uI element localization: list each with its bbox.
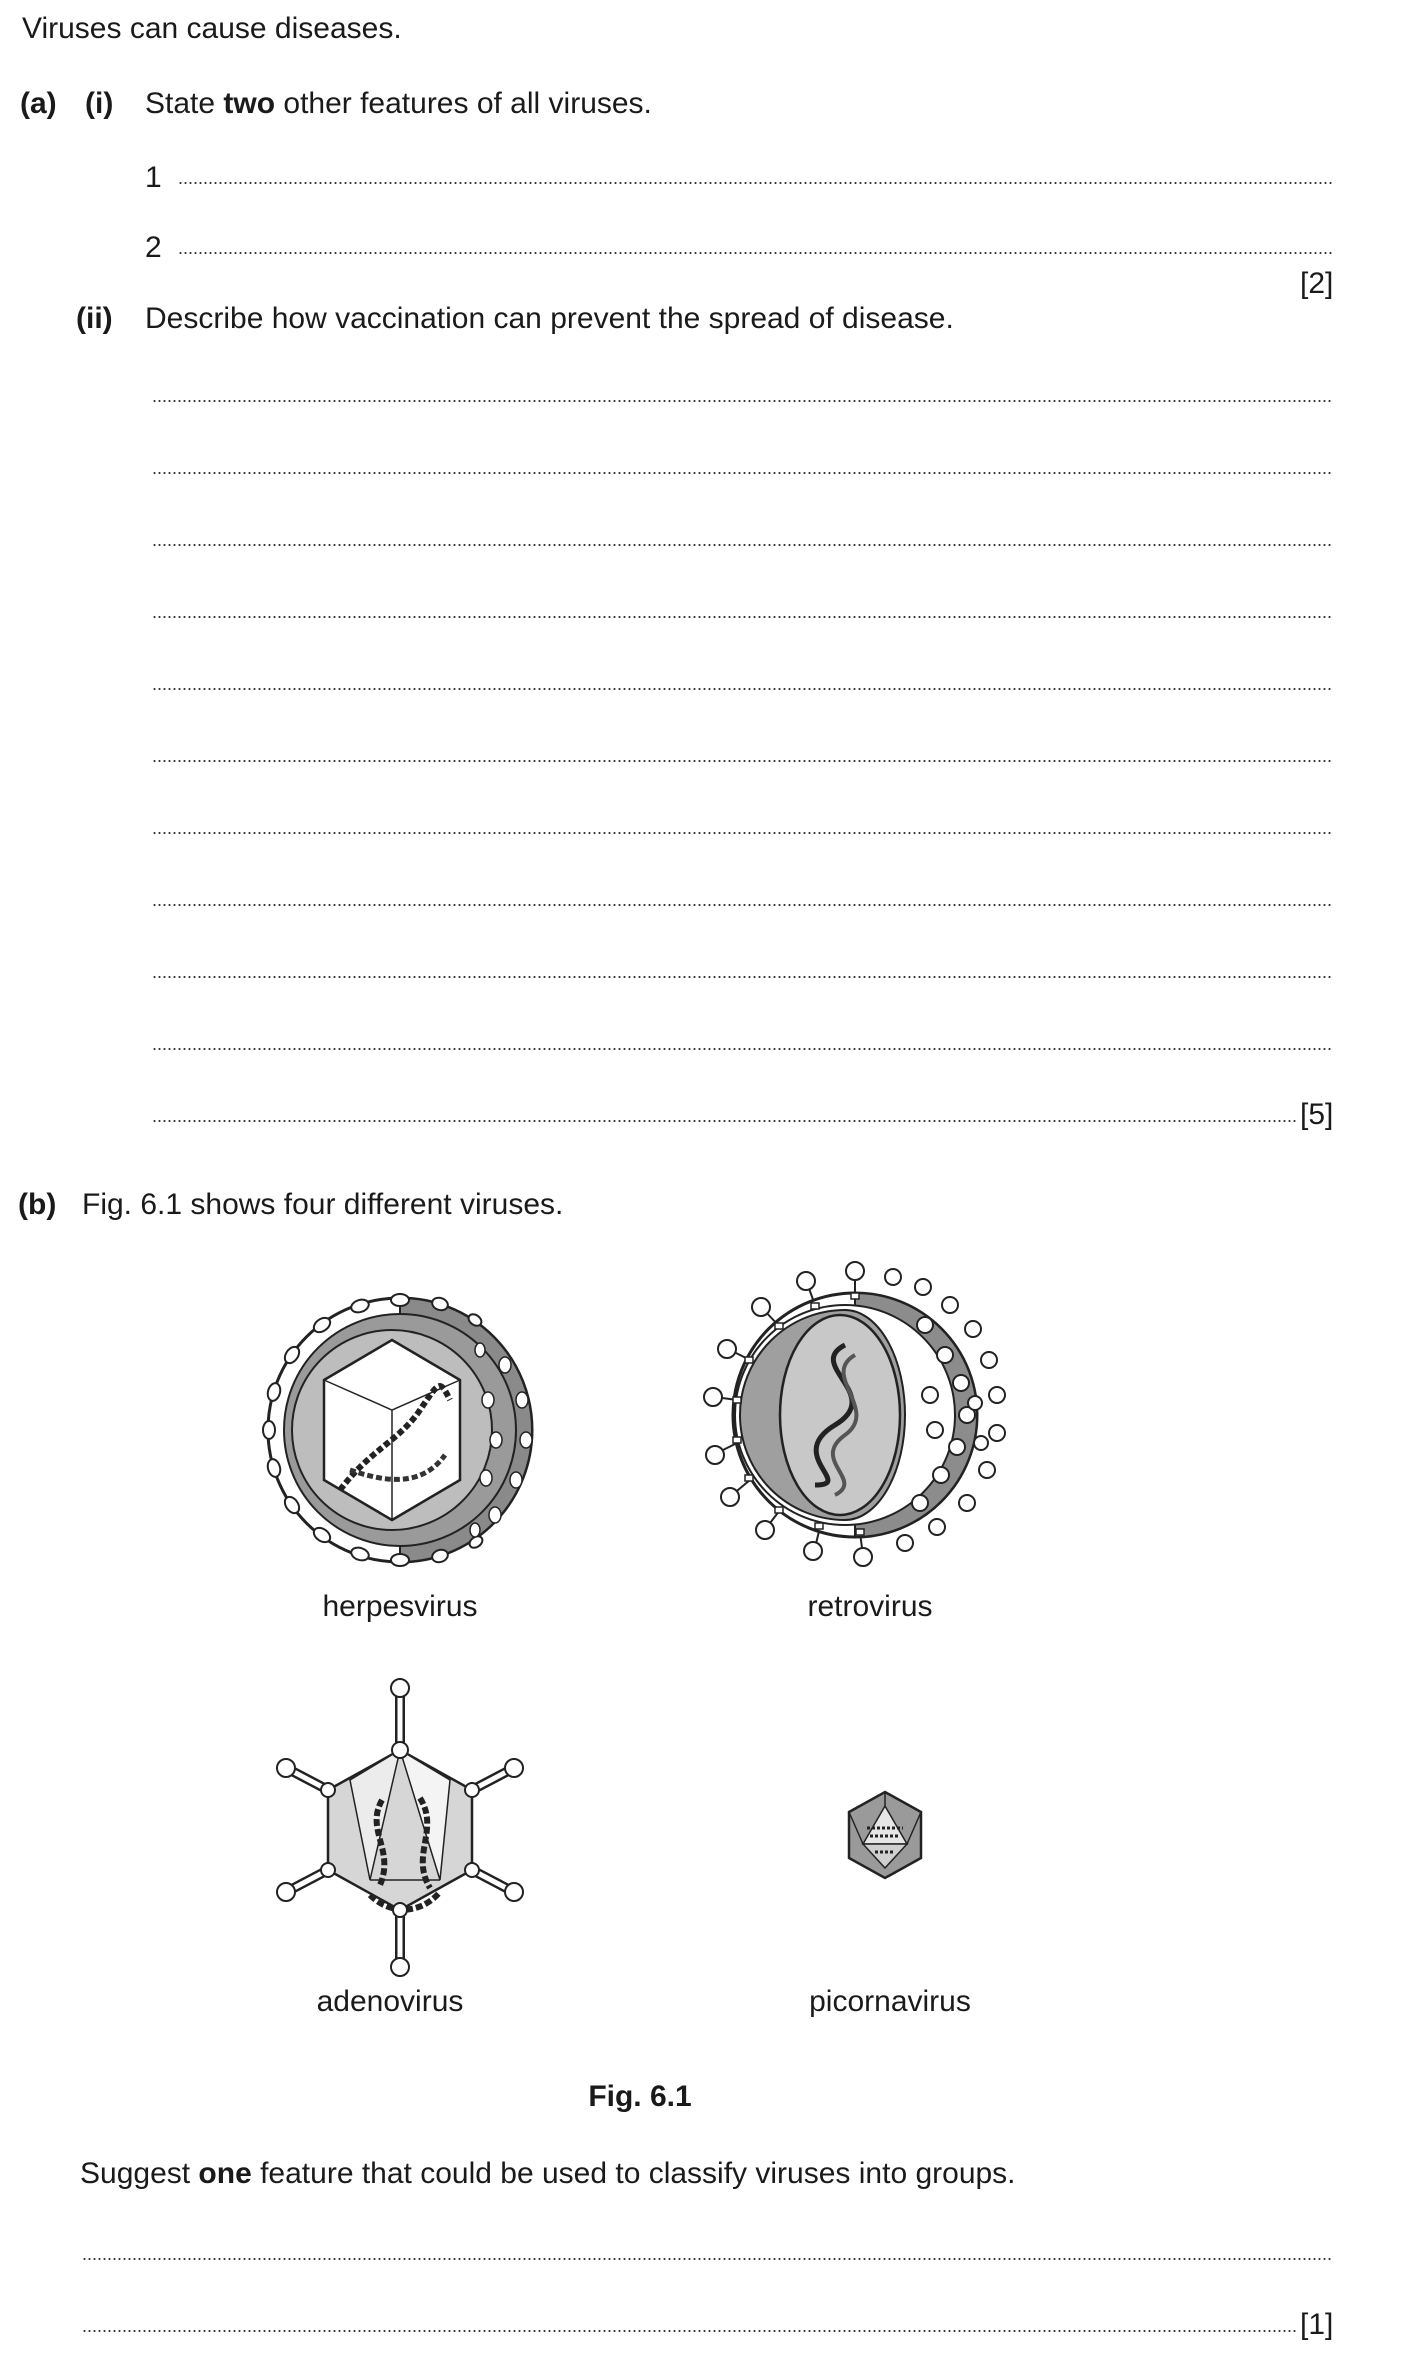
herpesvirus-illustration	[250, 1280, 550, 1580]
answer-line-a-ii-3[interactable]	[152, 544, 1333, 546]
adenovirus-illustration	[270, 1680, 530, 1970]
retrovirus-illustration	[705, 1265, 1025, 1565]
picornavirus-label: picornavirus	[809, 1985, 971, 2018]
answer-line-a-ii-10[interactable]	[152, 1048, 1333, 1050]
answer-line-a-ii-6[interactable]	[152, 760, 1333, 762]
part-b-label: (b)	[18, 1188, 57, 1221]
answer-line-a-ii-7[interactable]	[152, 832, 1333, 834]
marks-a-ii: [5]	[1300, 1098, 1334, 1131]
answer-line-a-ii-4[interactable]	[152, 616, 1333, 618]
part-a-i-label: (i)	[85, 87, 114, 120]
answer-line-a-ii-8[interactable]	[152, 904, 1333, 906]
part-a-i-prompt: State two other features of all viruses.	[145, 87, 652, 120]
answer-line-a-ii-5[interactable]	[152, 688, 1333, 690]
part-b-prompt: Suggest one feature that could be used to classify viruses into groups.	[80, 2157, 1016, 2190]
part-b-intro: Fig. 6.1 shows four different viruses.	[82, 1188, 564, 1221]
marks-b: [1]	[1300, 2308, 1334, 2341]
answer-line-a-ii-11[interactable]	[152, 1120, 1297, 1122]
answer-line-b-1[interactable]	[82, 2258, 1333, 2260]
answer-line-a-i-1[interactable]	[178, 182, 1333, 184]
part-a-ii-label: (ii)	[76, 302, 113, 335]
marks-a-i: [2]	[1300, 267, 1334, 300]
answer-line-a-ii-9[interactable]	[152, 976, 1333, 978]
adenovirus-label: adenovirus	[316, 1985, 464, 2018]
figure-caption: Fig. 6.1	[588, 2080, 692, 2113]
answer-line-2-number: 2	[145, 231, 162, 264]
answer-line-a-i-2[interactable]	[178, 252, 1333, 254]
answer-line-1-number: 1	[145, 161, 162, 194]
answer-line-b-2[interactable]	[82, 2330, 1297, 2332]
part-a-ii-prompt: Describe how vaccination can prevent the spread of disease.	[145, 302, 954, 335]
answer-line-a-ii-1[interactable]	[152, 400, 1333, 402]
part-a-label: (a)	[20, 87, 57, 120]
picornavirus-illustration	[845, 1788, 925, 1883]
herpesvirus-label: herpesvirus	[322, 1590, 478, 1623]
retrovirus-label: retrovirus	[807, 1590, 933, 1623]
answer-line-a-ii-2[interactable]	[152, 472, 1333, 474]
intro-text: Viruses can cause diseases.	[22, 12, 402, 45]
